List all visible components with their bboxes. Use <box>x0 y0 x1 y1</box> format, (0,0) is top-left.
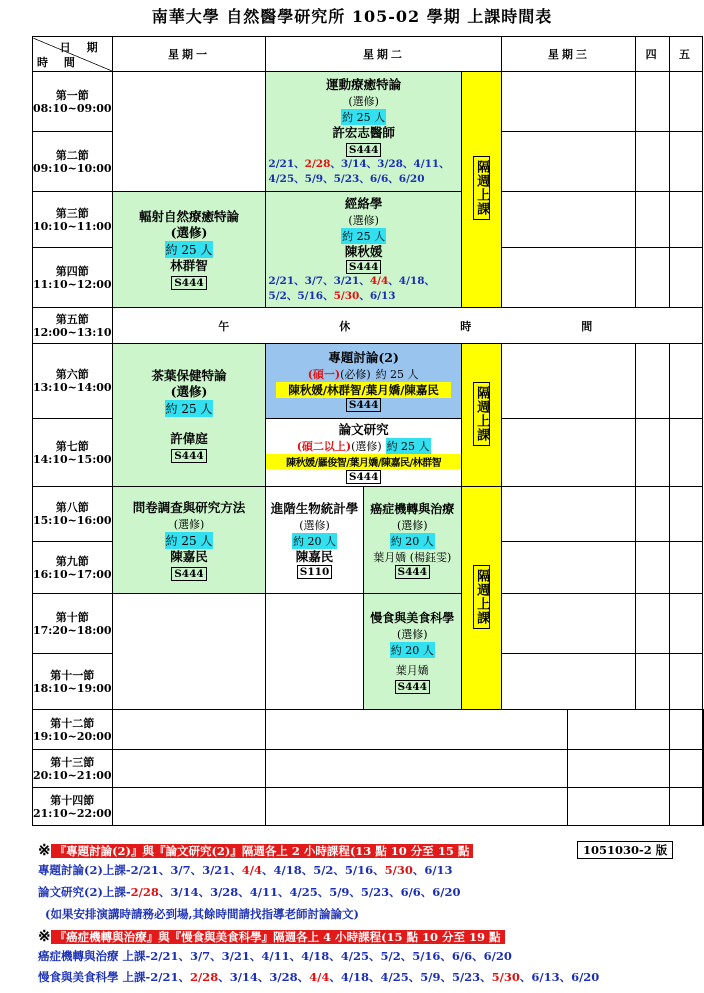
alternate-week-2: 隔週上課 <box>461 344 502 487</box>
timetable <box>32 36 704 826</box>
course-sports: 運動療癒特論 (選修) 約 25 人 許宏志醫師 S444 2/21、2/28、3/14、3/28、4/11、4/25、5/9、5/23、6/6、6/20 <box>266 72 461 192</box>
period-14: 第十四節 21:10~22:00 <box>33 788 113 826</box>
course-cancer: 癌症機轉與治療 (選修) 約 20 人 葉月嬌 (楊鈺雯) S444 <box>363 487 461 594</box>
header-thursday: 四 <box>636 37 670 72</box>
alternate-week-3: 隔週上課 <box>461 487 502 710</box>
header-friday: 五 <box>670 37 703 72</box>
period-8: 第八節 15:10~16:00 <box>33 487 113 542</box>
period-6: 第六節 13:10~14:00 <box>33 344 113 419</box>
header-corner: 日 期 時 間 <box>33 37 113 72</box>
slowfood-dates: 慢食與美食科學 上課-2/21、2/28、3/14、3/28、4/4、4/18、4/25、5/9、5/23、5/30、6/13、6/20 <box>38 970 600 984</box>
page-title: 南華大學 自然醫學研究所 105-02 學期 上課時間表 <box>151 7 553 26</box>
cancer-dates: 癌症機轉與治療 上課-2/21、3/7、3/21、4/11、4/18、4/25、5/2、5/16、6/6、6/20 <box>38 949 512 963</box>
course-thesis: 論文研究 (碩二以上)(選修) 約 25 人 陳秋媛/羅俊智/葉月嬌/陳嘉民/林群智 S444 <box>266 419 461 487</box>
course-survey: 問卷調查與研究方法 (選修) 約 25 人 陳嘉民 S444 <box>112 487 266 594</box>
period-1: 第一節 08:10~09:00 <box>33 72 113 132</box>
mon-empty-1 <box>112 72 266 192</box>
course-meridian: 經絡學 (選修) 約 25 人 陳秋媛 S444 2/21、3/7、3/21、4/4、4/18、5/2、5/16、5/30、6/13 <box>266 192 461 308</box>
header-tuesday: 星期二 <box>266 37 502 72</box>
period-2: 第二節 09:10~10:00 <box>33 132 113 192</box>
course-seminar: 專題討論(2) (碩一)(必修) 約 25 人 陳秋媛/林群智/葉月嬌/陳嘉民 S444 <box>266 344 461 419</box>
version-badge: 1051030-2 版 <box>577 841 673 859</box>
remark: (如果安排演講時請務必到場,其餘時間請找指導老師討論論文) <box>45 907 359 921</box>
footer-note-1: ※ 『專題討論(2)』與『論文研究(2)』隔週各上 2 小時課程(13 點 10 分至 15 點 <box>38 840 473 859</box>
period-13: 第十三節 20:10~21:00 <box>33 750 113 788</box>
lunch-break: 午 休 時 間 <box>112 308 702 344</box>
alternate-week-1: 隔週上課 <box>461 72 502 308</box>
period-9: 第九節 16:10~17:00 <box>33 542 113 594</box>
period-11: 第十一節 18:10~19:00 <box>33 654 113 710</box>
course-radiation: 輻射自然療癒特論 (選修) 約 25 人 林群智 S444 <box>112 192 266 308</box>
header-wednesday: 星期三 <box>502 37 636 72</box>
period-4: 第四節 11:10~12:00 <box>33 248 113 308</box>
period-12: 第十二節 19:10~20:00 <box>33 710 113 750</box>
course-slowfood: 慢食與美食科學 (選修) 約 20 人 葉月嬌 S444 <box>363 594 461 710</box>
course-biostat: 進階生物統計學 (選修) 約 20 人 陳嘉民 S110 <box>266 487 363 594</box>
footer-note-2: ※ 『癌症機轉與治療』與『慢食與美食科學』隔週各上 4 小時課程(15 點 10 分至 19 點 <box>38 926 505 945</box>
period-7: 第七節 14:10~15:00 <box>33 419 113 487</box>
period-5: 第五節 12:00~13:10 <box>33 308 113 344</box>
thesis-dates: 論文研究(2)上課-2/28、3/14、3/28、4/11、4/25、5/9、5/23、6/6、6/20 <box>38 885 461 899</box>
period-3: 第三節 10:10~11:00 <box>33 192 113 248</box>
course-tea: 茶葉保健特論 (選修) 約 25 人 許偉庭 S444 <box>112 344 266 487</box>
seminar-dates: 專題討論(2)上課-2/21、3/7、3/21、4/4、4/18、5/2、5/16、5/30、6/13 <box>38 863 453 877</box>
wed-empty <box>502 72 636 132</box>
header-monday: 星期一 <box>112 37 266 72</box>
period-10: 第十節 17:20~18:00 <box>33 594 113 654</box>
